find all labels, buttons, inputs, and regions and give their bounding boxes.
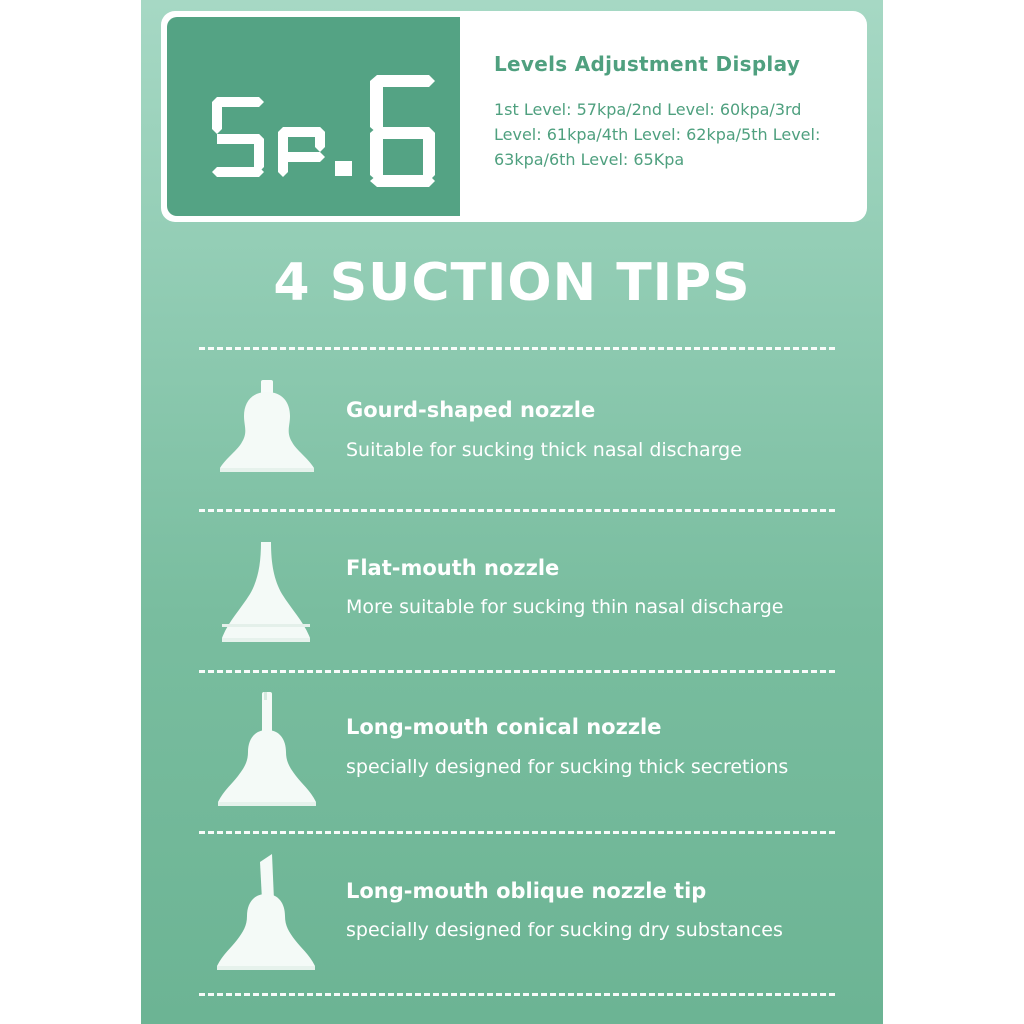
tip-description: Suitable for sucking thick nasal discharge <box>346 439 742 461</box>
levels-description: 1st Level: 57kpa/2nd Level: 60kpa/3rd Level: 61kpa/4th Level: 62kpa/5th Level: 63kpa/6th Level: 65Kpa <box>494 100 821 169</box>
lcd-readout-graphic <box>167 17 460 216</box>
lcd-display <box>167 17 460 216</box>
tip-name: Gourd-shaped nozzle <box>346 398 596 422</box>
levels-display-card <box>161 11 867 222</box>
flat-mouth-nozzle-icon <box>218 540 314 644</box>
display-title: Levels Adjustment Display <box>494 52 801 76</box>
tip-description: More suitable for sucking thin nasal discharge <box>346 596 784 618</box>
oblique-nozzle-icon <box>212 852 320 972</box>
tip-name: Flat-mouth nozzle <box>346 556 560 580</box>
tip-name: Long-mouth conical nozzle <box>346 715 662 739</box>
divider <box>199 670 835 673</box>
tip-description: specially designed for sucking dry substances <box>346 919 783 941</box>
tip-name: Long-mouth oblique nozzle tip <box>346 879 707 903</box>
divider <box>199 831 835 834</box>
divider <box>199 347 835 350</box>
tip-description: specially designed for sucking thick secretions <box>346 756 789 778</box>
headline: 4 SUCTION TIPS <box>273 253 751 313</box>
gourd-nozzle-icon <box>214 378 320 474</box>
divider <box>199 509 835 512</box>
long-conical-nozzle-icon <box>214 690 320 808</box>
divider <box>199 993 835 996</box>
